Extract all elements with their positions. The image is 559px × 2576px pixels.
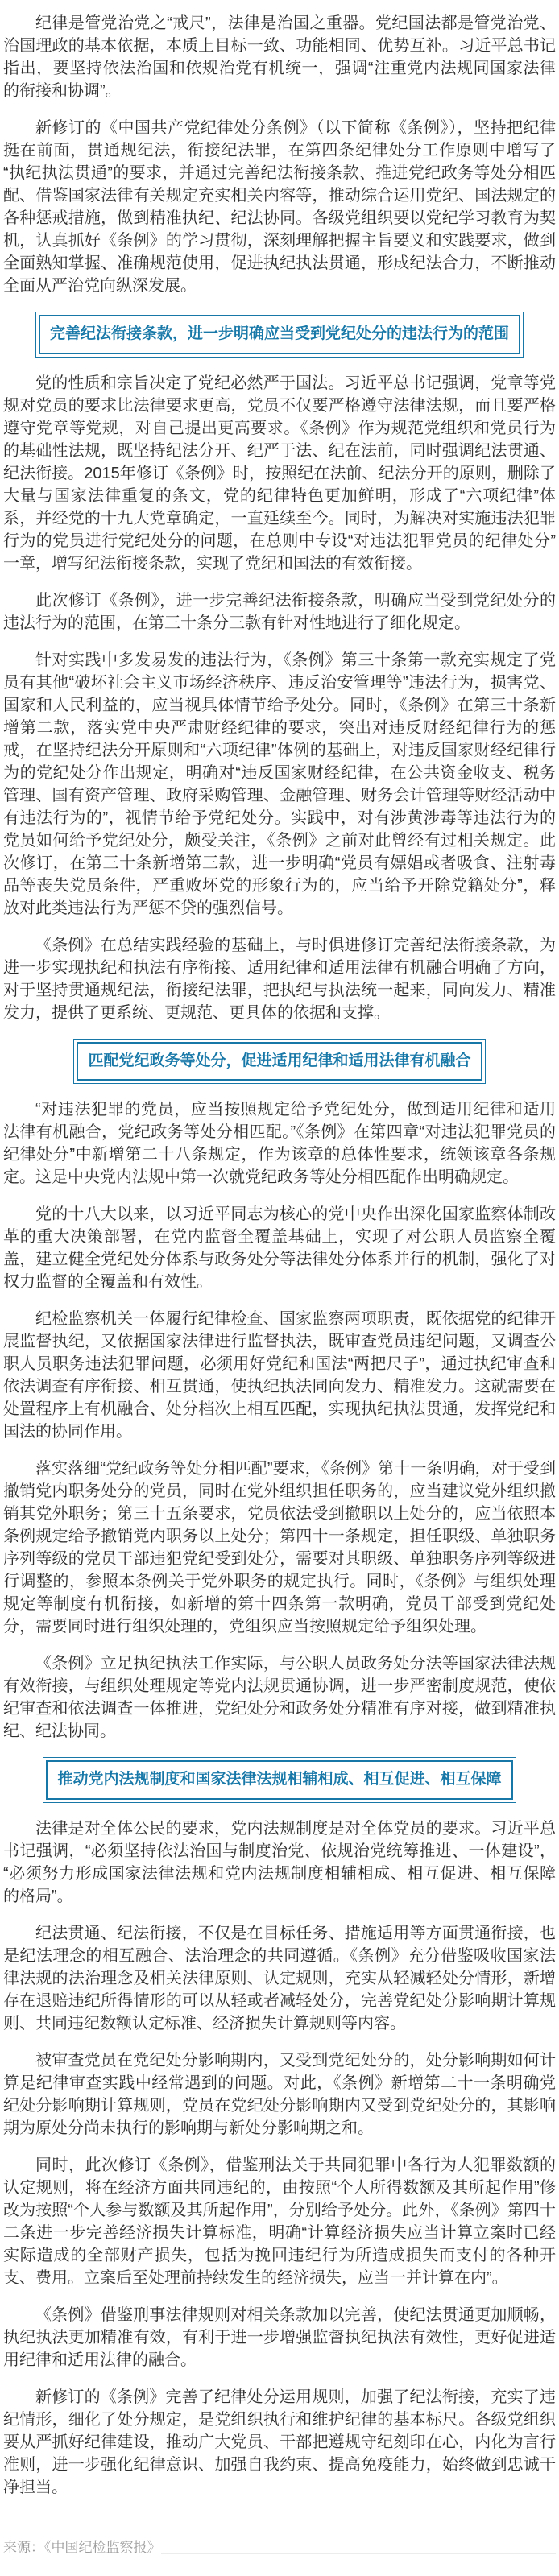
section-heading-box-3: [43, 1757, 516, 1803]
article-body: [0, 12, 559, 2558]
paragraph: 新修订的《条例》完善了纪律处分运用规则，加强了纪法衔接，充实了违纪情形，细化了处分规定，是党组织执行和维护纪律的基本标尺。各级党组织要从严抓好纪律建设，推动广大党员、干部把遵规守纪刻印在心，内化为言行准则，进一步强化纪律意识、加强自我约束、提高免疫能力，始终做到忠诚干净担当。: [3, 2388, 556, 2497]
paragraph: 纪检监察机关一体履行纪律检查、国家监察两项职责，既依据党的纪律开展监督执纪，又依据国家法律进行监督执法，既审查党员违纪问题，又调查公职人员职务违法犯罪问题，必须用好党纪和国法“两把尺子”，通过执纪审查和依法调查有序衔接、相互贯通，使执纪执法同向发力、精准发力。这就需要在处置程序上有机融合、处分档次上相互匹配，实现执纪执法贯通，发挥党纪和国法的协同作用。: [3, 1310, 556, 1441]
source-label: 来源：《中国纪检监察报》: [3, 2540, 161, 2556]
section-heading: 推动党内法规制度和国家法律法规相辅相成、相互促进、相互保障: [57, 1771, 502, 1788]
paragraph: 《条例》立足执纪执法工作实际，与公职人员政务处分法等国家法律法规有效衔接，与组织处理规定等党内法规贯通协调，进一步严密制度规范，使依纪审查和依法调查一体推进，党纪处分和政务处分精准有序对接，做到精准执纪、纪法协同。: [3, 1655, 556, 1741]
source-row: [3, 2537, 556, 2558]
paragraph: 党的十八大以来，以习近平同志为核心的党中央作出深化国家监察体制改革的重大决策部署，在党内监督全覆盖基础上，实现了对公职人员监察全覆盖，建立健全党纪处分体系与政务处分等法律处分体系并行的机制，强化了对权力监督的全覆盖和有效性。: [3, 1205, 556, 1292]
paragraph: 党的性质和宗旨决定了党纪必然严于国法。习近平总书记强调，党章等党规对党员的要求比法律要求更高，党员不仅要严格遵守法律法规，而且要严格遵守党章等党规，对自己提出更高要求。《条例》作为规范党组织和党员行为的基础性法规，既坚持纪法分开、纪严于法、纪在法前，同时强调纪法贯通、纪法衔接。2015年修订《条例》时，按照纪在法前、纪法分开的原则，删除了大量与国家法律重复的条文，党的纪律特色更加鲜明，形成了“六项纪律”体系，并经党的十九大党章确定，一直延续至今。同时，为解决对实施违法犯罪行为的党员进行党纪处分的问题，在总则中专设“对违法犯罪党员的纪律处分”一章，增写纪法衔接条款，实现了党纪和国法的有效衔接。: [3, 374, 556, 573]
paragraph: 《条例》借鉴刑事法律规则对相关条款加以完善，使纪法贯通更加顺畅，执纪执法更加精准有效，有利于进一步增强监督执纪执法有效性，更好促进适用纪律和适用法律的融合。: [3, 2306, 556, 2370]
paragraph: 纪法贯通、纪法衔接，不仅是在目标任务、措施适用等方面贯通衔接，也是纪法理念的相互融合、法治理念的共同遵循。《条例》充分借鉴吸收国家法律法规的法治理念及相关法律原则、认定规则，充实从轻减轻处分情形，新增存在退赔违纪所得情形的可以从轻或者减轻处分，完善党纪处分影响期计算规则、共同违纪数额认定标准、经济损失计算规则等内容。: [3, 1925, 556, 2033]
section-heading-box-2: [73, 1039, 485, 1085]
section-heading-frame: [46, 1760, 512, 1800]
paragraph: “对违法犯罪的党员，应当按照规定给予党纪处分，做到适用纪律和适用法律有机融合，党纪政务等处分相匹配。”《条例》在第四章“对违法犯罪党员的纪律处分”中新增第二十八条规定，作为该章的总体性要求，统领该章各条规定。这是中央党内法规中第一次就党纪政务等处分相匹配作出明确规定。: [3, 1101, 556, 1187]
source-divider-line: [161, 2553, 557, 2554]
paragraph: 新修订的《中国共产党纪律处分条例》（以下简称《条例》），坚持把纪律挺在前面，贯通规纪法，衔接纪法罪，在第四条纪律处分工作原则中增写了“执纪执法贯通”的要求，并通过完善纪法衔接条款、推进党纪政务等处分相匹配、借鉴国家法律有关规定充实相关内容等，推动综合运用党纪、国法规定的各种惩戒措施，做到精准执纪、纪法协同。各级党组织要以党纪学习教育为契机，认真抓好《条例》的学习贯彻，深刻理解把握主旨要义和实践要求，做到全面熟知掌握、准确规范使用，促进执纪执法贯通，形成纪法合力，不断推动全面从严治党向纵深发展。: [3, 119, 556, 295]
section-heading-frame: [39, 315, 520, 354]
paragraph: 纪律是管党治党之“戒尺”，法律是治国之重器。党纪国法都是管党治党、治国理政的基本依据，本质上目标一致、功能相同、优势互补。习近平总书记指出，要坚持依法治国和依规治党有机统一，强调“注重党内法规同国家法律的衔接和协调”。: [3, 14, 556, 100]
paragraph: 被审查党员在党纪处分影响期内，又受到党纪处分的，处分影响期如何计算是纪律审查实践中经常遇到的问题。对此，《条例》新增第二十一条明确党纪处分影响期计算规则，党员在党纪处分影响期内又受到党纪处分的，其影响期为原处分尚未执行的影响期与新处分影响期之和。: [3, 2052, 556, 2138]
paragraph: 《条例》在总结实践经验的基础上，与时俱进修订完善纪法衔接条款，为进一步实现执纪和执法有序衔接、适用纪律和适用法律有机融合明确了方向，对于坚持贯通规纪法，衔接纪法罪，把执纪与执法统一起来，同向发力、精准发力，提供了更系统、更规范、更具体的依据和支撑。: [3, 936, 556, 1022]
section-heading-box-1: [35, 312, 524, 358]
section-heading: 完善纪法衔接条款，进一步明确应当受到党纪处分的违法行为的范围: [49, 325, 509, 342]
paragraph: 同时，此次修订《条例》，借鉴刑法关于共同犯罪中各行为人犯罪数额的认定规则，将在经济方面共同违纪的，由按照“个人所得数额及其所起作用”修改为按照“个人参与数额及其所起作用”，分别给予处分。此外，《条例》第四十二条进一步完善经济损失计算标准，明确“计算经济损失应当计算立案时已经实际造成的全部财产损失，包括为挽回违纪行为所造成损失而支付的各种开支、费用。立案后至处理前持续发生的经济损失，应当一并计算在内”。: [3, 2156, 556, 2288]
section-heading: 匹配党纪政务等处分，促进适用纪律和适用法律有机融合: [88, 1052, 471, 1069]
paragraph: 法律是对全体公民的要求，党内法规制度是对全体党员的要求。习近平总书记强调，“必须坚持依法治国与制度治党、依规治党统筹推进、一体建设”，“必须努力形成国家法律法规和党内法规制度相辅相成、相互促进、相互保障的格局”。: [3, 1820, 556, 1906]
paragraph: 针对实践中多发易发的违法行为，《条例》第三十条第一款充实规定了党员有其他“破坏社会主义市场经济秩序、违反治安管理等”违法行为，损害党、国家和人民利益的，应当视具体情节给予处分。同时，《条例》在第三十条新增第二款，落实党中央严肃财经纪律的要求，突出对违反财经纪律行为的惩戒，在坚持纪法分开原则和“六项纪律”体例的基础上，对违反国家财经纪律行为的党纪处分作出规定，明确对“违反国家财经纪律，在公共资金收支、税务管理、国有资产管理、政府采购管理、金融管理、财务会计管理等财经活动中有违法行为的”，视情节给予党纪处分。实践中，对有涉黄涉毒等违法行为的党员如何给予党纪处分，颇受关注，《条例》之前对此曾经有过相关规定。此次修订，在第三十条新增第三款，进一步明确“党员有嫖娼或者吸食、注射毒品等丧失党员条件，严重败坏党的形象行为的，应当给予开除党籍处分”，释放对此类违法行为严惩不贷的强烈信号。: [3, 651, 556, 917]
paragraph: 落实落细“党纪政务等处分相匹配”要求，《条例》第十一条明确，对于受到撤销党内职务处分的党员，同时在党外组织担任职务的，应当建议党外组织撤销其党外职务；第三十五条要求，党员依法受到撤职以上处分的，应当依照本条例规定给予撤销党内职务以上处分；第四十一条规定，担任职级、单独职务序列等级的党员干部违犯党纪受到处分，需要对其职级、单独职务序列等级进行调整的，参照本条例关于党外职务的规定执行。同时，《条例》与组织处理规定等制度有机衔接，如新增的第十四条第一款明确，党员干部受到党纪处分，需要同时进行组织处理的，党组织应当按照规定给予组织处理。: [3, 1460, 556, 1636]
section-heading-frame: [77, 1042, 482, 1081]
paragraph: 此次修订《条例》，进一步完善纪法衔接条款，明确应当受到党纪处分的违法行为的范围，在第三十条分三款有针对性地进行了细化规定。: [3, 591, 556, 632]
